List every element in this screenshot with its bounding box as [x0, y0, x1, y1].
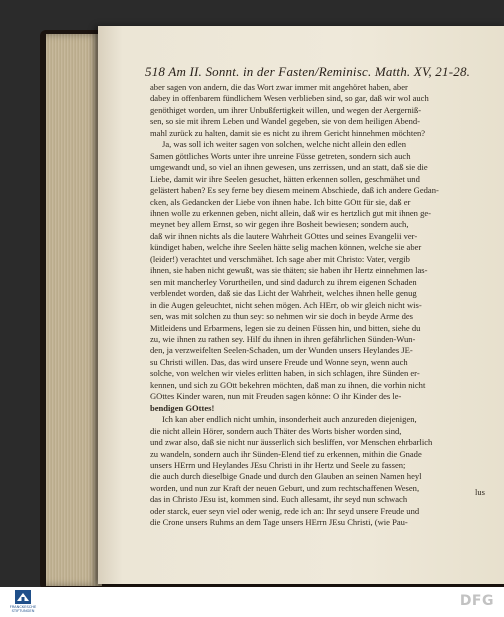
text-line: sen, was mit solchen zu thun sey: so nehmen wir sie doch in beyde Arme des: [150, 311, 414, 322]
text-line: daß wir ihnen nichts als die lautere Wahrheit GOttes und seines Evangelii ver-: [150, 230, 418, 241]
text-line: bendigen GOttes!: [150, 402, 215, 413]
francke-emblem-icon: [15, 590, 31, 604]
text-line: und zwar also, daß sie nicht nur äusserlich sich besliffen, vor Menschen ehrbarlich: [150, 437, 433, 448]
text-line: mahl zurück zu halten, damit sie es nicht zu ihrem Gericht hinnehmen möchten?: [150, 127, 426, 138]
text-line: verblendet worden, daß sie das Licht der Wahrheit, welches ihnen helle genug: [150, 288, 417, 299]
text-line: sen mit mancherley Vorurtheilen, und sind dadurch zu ihrem eigenen Schaden: [150, 276, 417, 287]
text-line: Mitleidens und Erbarmens, legen sie zu deinen Füssen hin, und bitten, siehe du: [150, 322, 421, 333]
text-line: kündiget haben, welche ihre Seelen hätte selig machen können, welche sie aber: [150, 242, 422, 253]
text-line: sen, so sie mit ihrem Leben und Wandel gegeben, sie von dem heiligen Abend-: [150, 116, 420, 127]
text-line: cken, als Gedancken der Liebe von ihnen habe. Ich bitte GOtt für sie, daß er: [150, 196, 411, 207]
text-line: su Christi willen. Das, das wird unsere Freude und Wonne seyn, wenn auch: [150, 356, 408, 367]
text-line: solche, von welchen wir vieles erlitten haben, in sich schlagen, ihre Sünden er-: [150, 368, 420, 379]
text-line: die Crone unsers Ruhms an dem Tage unsers HErrn JEsu Christi, (wie Pau-: [150, 517, 408, 528]
text-line: worden, und nun zur Kraft der neuen Geburt, und zum rechtschaffenen Wesen,: [150, 482, 420, 493]
dfg-logo[interactable]: DFG: [459, 593, 494, 609]
text-line: kennen, und sich zu GOtt bekehren möchten, daß man zu ihnen, die vorhin nicht: [150, 379, 426, 390]
text-line: ihnen wolle zu erkennen geben, nicht allein, daß wir es hertzlich gut mit ihnen ge-: [150, 207, 432, 218]
text-line: zu wandeln, sondern auch ihr Sünden-Elend tief zu erkennen, mithin die Gnade: [150, 448, 422, 459]
text-line: Liebe, damit wir ihre Seelen gesuchet, hätten erkennen sollen, geschmähet und: [150, 173, 420, 184]
text-line: das in Christo JEsu ist, kommen sind. Euch allesamt, ihr seyd nun schwach: [150, 494, 408, 505]
text-line: oder starck, euer seyn viel oder wenig, rede ich an: Ihr seyd unsere Freude und: [150, 505, 420, 516]
text-line: zu, wie ihnen zu rathen sey. Hilf du ihnen in ihren gefährlichen Sünden-Wun-: [150, 333, 416, 344]
francke-logo-text: FRANCKESCHE STIFTUNGEN: [9, 605, 37, 613]
catchword: lus: [475, 487, 485, 497]
text-line: umgewandt und, so viel an ihnen gewesen, uns zerrissen, und an statt, daß sie die: [150, 162, 428, 173]
text-line: Ja, was soll ich weiter sagen von solchen, welche nicht allein den edlen: [162, 139, 406, 150]
page-body-text: [150, 82, 496, 529]
text-line: meynet bey allem Ernst, so wir gegen ihre Bosheit bewiesen; sondern auch,: [150, 219, 409, 230]
text-line: genöthiget worden, um ihrer Unbußfertigkeit willen, und wegen der Aergerniß-: [150, 104, 422, 115]
text-line: Ich kan aber endlich nicht umhin, insonderheit auch anzureden diejenigen,: [162, 414, 417, 425]
text-line: GOttes Kinder waren, nun mit Freuden sagen könne: O ihr Kinder des le-: [150, 391, 402, 402]
text-line: aber sagen von andern, die das Wort zwar immer mit angehöret haben, aber: [150, 82, 408, 92]
page-edges: [46, 34, 102, 586]
text-line: in die Augen geleuchtet, nicht sehen mögen. Ach HErr, ob wir gleich nicht wis-: [150, 299, 422, 310]
text-line: die nicht allein Hörer, sondern auch Thäter des Worts bisher worden sind,: [150, 425, 402, 436]
footer-bar: [0, 587, 504, 617]
running-head: 518 Am II. Sonnt. in der Fasten/Reminisc. Matth. XV, 21-28.: [145, 64, 471, 79]
francke-logo[interactable]: [7, 590, 39, 616]
text-line: die auch durch dieselbige Gnade und durch den Glauben an seinen Namen heyl: [150, 471, 422, 482]
text-line: dabey in offenbarem fündlichem Wesen verblieben sind, so gar, daß wir wol auch: [150, 93, 429, 104]
text-line: unsers HErrn und Heylandes JEsu Christi in ihr Hertz und Seele zu fassen;: [150, 459, 406, 470]
text-line: ihnen, sie haben nicht gewußt, was sie thäten; sie haben ihr Hertz einnehmen las-: [150, 265, 428, 276]
text-line: gelästert haben? Es sey ferne bey diesem meinem Abschiede, daß ich andere Gedan-: [150, 185, 439, 196]
text-line: (leider!) verachtet und verschmähet. Ich sage aber mit Christo: Vater, vergib: [150, 253, 410, 264]
text-line: den, ja verzweifelten Seelen-Schaden, um der Wunden unsers Heylandes JE-: [150, 345, 413, 356]
text-line: Samen göttliches Worts unter ihre unreine Füsse getreten, sondern sich auch: [150, 150, 411, 161]
